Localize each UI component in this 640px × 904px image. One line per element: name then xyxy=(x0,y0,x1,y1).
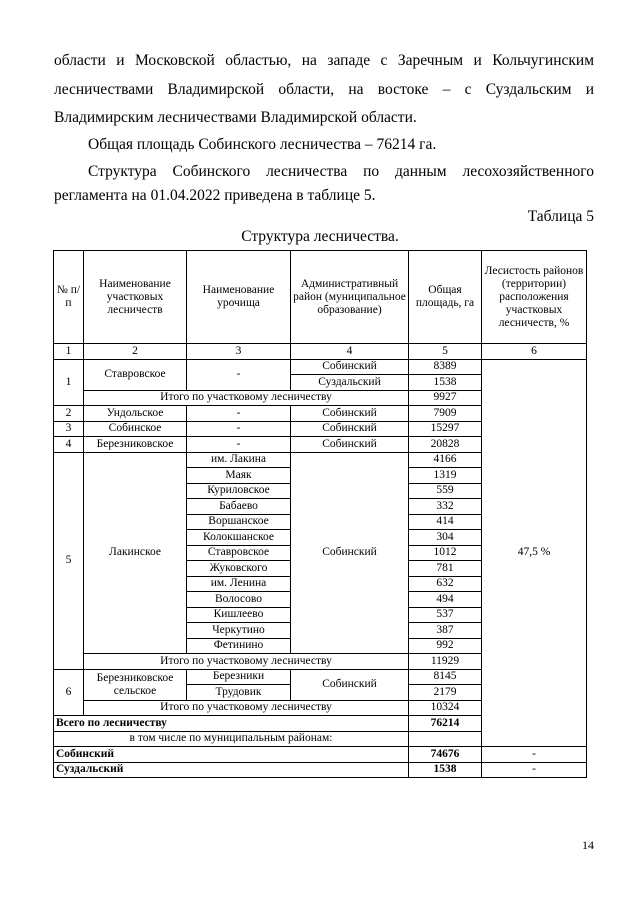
grand-total-label: Всего по лесничеству xyxy=(54,716,409,732)
paragraph-structure-2: регламента на 01.04.2022 приведена в таблице 5. xyxy=(54,187,376,204)
admin-district: Собинский xyxy=(291,406,409,422)
header-tract: Наименование урочища xyxy=(187,251,291,344)
municipal-label: Суздальский xyxy=(54,762,409,778)
area-value: 1538 xyxy=(409,375,482,391)
area-value: 537 xyxy=(409,607,482,623)
col-number: 1 xyxy=(54,344,84,360)
table-row xyxy=(54,359,587,375)
paragraph-structure: Структура Собинского лесничества по данным лесохозяйственного xyxy=(88,163,594,180)
admin-district: Собинский xyxy=(291,421,409,437)
area-value: 387 xyxy=(409,623,482,639)
tract-name: Воршанское xyxy=(187,514,291,530)
subtotal-value: 11929 xyxy=(409,654,482,670)
subtotal-label: Итого по участковому лесничеству xyxy=(84,654,409,670)
table-caption: Структура лесничества. xyxy=(241,228,399,245)
district-name: Собинское xyxy=(84,421,187,437)
area-value: 4166 xyxy=(409,452,482,468)
including-area xyxy=(409,731,482,747)
tract-name: - xyxy=(187,406,291,422)
tract-name: Маяк xyxy=(187,468,291,484)
tract-name: Трудовик xyxy=(187,685,291,701)
header-area: Общая площадь, га xyxy=(409,251,482,344)
header-district: Наименование участковых лесничеств xyxy=(84,251,187,344)
area-value: 1319 xyxy=(409,468,482,484)
tract-name: Черкутино xyxy=(187,623,291,639)
tract-name: - xyxy=(187,437,291,453)
row-num: 2 xyxy=(54,406,84,422)
subtotal-value: 9927 xyxy=(409,390,482,406)
col-number: 6 xyxy=(482,344,587,360)
area-value: 632 xyxy=(409,576,482,592)
row-num: 1 xyxy=(54,359,84,406)
paragraph-line-3: Владимирским лесничествами Владимирской области. xyxy=(54,109,417,126)
municipal-row-suzdalsky xyxy=(54,762,587,778)
area-value: 494 xyxy=(409,592,482,608)
municipal-cover: - xyxy=(482,747,587,763)
paragraph-line-1: области и Московской областью, на западе с Заречным и Кольчугинским xyxy=(54,52,594,69)
area-value: 781 xyxy=(409,561,482,577)
area-value: 559 xyxy=(409,483,482,499)
municipal-row-sobinsky xyxy=(54,747,587,763)
subtotal-label: Итого по участковому лесничеству xyxy=(84,700,409,716)
district-name: Лакинское xyxy=(84,452,187,654)
including-label: в том числе по муниципальным районам: xyxy=(54,731,409,747)
tract-name: Березники xyxy=(187,669,291,685)
structure-table xyxy=(53,250,587,778)
row-num: 4 xyxy=(54,437,84,453)
subtotal-label: Итого по участковому лесничеству xyxy=(84,390,409,406)
district-name: Березниковское xyxy=(84,437,187,453)
district-name: Ставровское xyxy=(84,359,187,390)
forest-cover-value: 47,5 % xyxy=(482,359,587,747)
tract-name: Колокшанское xyxy=(187,530,291,546)
area-value: 7909 xyxy=(409,406,482,422)
district-name: Ундольское xyxy=(84,406,187,422)
district-name: Березниковское сельское xyxy=(84,669,187,700)
table-label: Таблица 5 xyxy=(527,208,594,225)
area-value: 992 xyxy=(409,638,482,654)
municipal-label: Собинский xyxy=(54,747,409,763)
tract-name: им. Ленина xyxy=(187,576,291,592)
col-number: 2 xyxy=(84,344,187,360)
area-value: 15297 xyxy=(409,421,482,437)
area-value: 8145 xyxy=(409,669,482,685)
admin-district: Суздальский xyxy=(291,375,409,391)
area-value: 2179 xyxy=(409,685,482,701)
table-header-row xyxy=(54,251,587,344)
municipal-value: 74676 xyxy=(409,747,482,763)
col-number: 5 xyxy=(409,344,482,360)
grand-total-value: 76214 xyxy=(409,716,482,732)
tract-name: - xyxy=(187,359,291,390)
admin-district: Собинский xyxy=(291,452,409,654)
tract-name: Ставровское xyxy=(187,545,291,561)
row-num: 3 xyxy=(54,421,84,437)
row-num: 5 xyxy=(54,452,84,669)
tract-name: Кишлеево xyxy=(187,607,291,623)
paragraph-line-2: лесничествами Владимирской области, на востоке – с Суздальским и xyxy=(54,81,594,98)
admin-district: Собинский xyxy=(291,437,409,453)
area-value: 20828 xyxy=(409,437,482,453)
column-number-row xyxy=(54,344,587,360)
col-number: 4 xyxy=(291,344,409,360)
header-admin: Административный район (муниципальное образование) xyxy=(291,251,409,344)
area-value: 332 xyxy=(409,499,482,515)
tract-name: Жуковского xyxy=(187,561,291,577)
header-num: № п/п xyxy=(54,251,84,344)
paragraph-total-area: Общая площадь Собинского лесничества – 76214 га. xyxy=(88,136,437,153)
tract-name: - xyxy=(187,421,291,437)
page-number: 14 xyxy=(582,838,594,852)
area-value: 304 xyxy=(409,530,482,546)
tract-name: им. Лакина xyxy=(187,452,291,468)
admin-district: Собинский xyxy=(291,359,409,375)
row-num: 6 xyxy=(54,669,84,716)
tract-name: Бабаево xyxy=(187,499,291,515)
area-value: 8389 xyxy=(409,359,482,375)
area-value: 1012 xyxy=(409,545,482,561)
tract-name: Волосово xyxy=(187,592,291,608)
admin-district: Собинский xyxy=(291,669,409,700)
municipal-value: 1538 xyxy=(409,762,482,778)
tract-name: Фетинино xyxy=(187,638,291,654)
tract-name: Куриловское xyxy=(187,483,291,499)
area-value: 414 xyxy=(409,514,482,530)
col-number: 3 xyxy=(187,344,291,360)
municipal-cover: - xyxy=(482,762,587,778)
subtotal-value: 10324 xyxy=(409,700,482,716)
header-forest-cover: Лесистость районов (территории) расположения участковых лесничеств, % xyxy=(482,251,587,344)
